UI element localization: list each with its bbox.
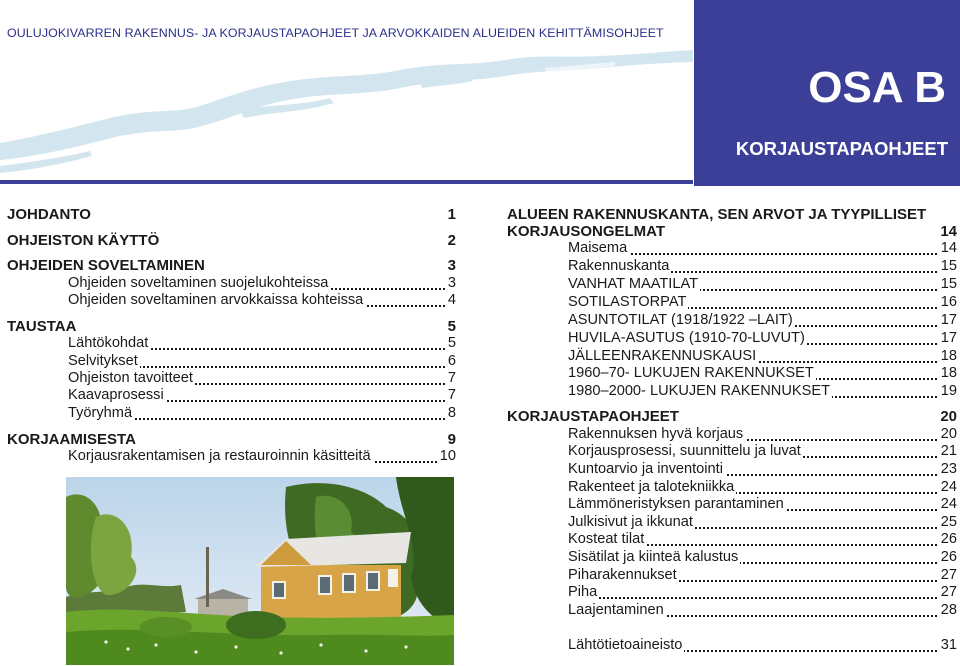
- toc-subentry: 1960–70- LUKUJEN RAKENNUKSET 18: [568, 365, 957, 381]
- toc-subentry: Lähtökohdat 5: [68, 335, 456, 351]
- part-title: OSA B: [808, 63, 946, 112]
- part-subtitle: KORJAUSTAPAOHJEET: [735, 138, 948, 159]
- toc-section-title: KORJAUSONGELMAT 14: [507, 223, 957, 240]
- toc-subentry: Sisätilat ja kiinteä kalustus 26: [568, 549, 957, 565]
- toc-subentry: Ohjeiden soveltaminen arvokkaissa kohteissa 4: [68, 292, 456, 308]
- document-series-title: OULUJOKIVARREN RAKENNUS- JA KORJAUSTAPAOHJEET JA ARVOKKAIDEN ALUEIDEN KEHITTÄMISOHJEET: [7, 26, 664, 40]
- toc-subentry: 1980–2000- LUKUJEN RAKENNUKSET 19: [568, 383, 957, 399]
- river-map-illustration: [0, 48, 693, 180]
- toc-subentry: Rakenteet ja talotekniikka 24: [568, 479, 957, 495]
- toc-subentry: Lähtötietoaineisto 31: [568, 637, 957, 653]
- toc-subentry: Lämmöneristyksen parantaminen 24: [568, 496, 957, 512]
- toc-entry: JOHDANTO 1: [7, 206, 456, 223]
- toc-subentry: Kaavaprosessi 7: [68, 387, 456, 403]
- toc-subentry: Kuntoarvio ja inventointi 23: [568, 461, 957, 477]
- toc-subentry: Selvitykset 6: [68, 353, 456, 369]
- toc-subentry: Rakennuksen hyvä korjaus 20: [568, 426, 957, 442]
- toc-subentry: Korjausprosessi, suunnittelu ja luvat 21: [568, 443, 957, 459]
- house-photo: [66, 477, 454, 665]
- toc-entry: TAUSTAA 5: [7, 318, 456, 335]
- toc-subentry: Maisema 14: [568, 240, 957, 256]
- part-label-block: [694, 0, 960, 186]
- toc-subentry: Kosteat tilat 26: [568, 531, 957, 547]
- toc-subentry: JÄLLEENRAKENNUSKAUSI 18: [568, 348, 957, 364]
- toc-entry: KORJAAMISESTA 9: [7, 431, 456, 448]
- toc-subentry: Ohjeiston tavoitteet 7: [68, 370, 456, 386]
- toc-subentry: HUVILA-ASUTUS (1910-70-LUVUT) 17: [568, 330, 957, 346]
- toc-subentry: Piharakennukset 27: [568, 567, 957, 583]
- header-divider: [0, 180, 693, 184]
- toc-subentry: Korjausrakentamisen ja restauroinnin käsitteitä 10: [68, 448, 456, 464]
- toc-subentry: Piha 27: [568, 584, 957, 600]
- toc-subentry: Työryhmä 8: [68, 405, 456, 421]
- toc-subentry: Ohjeiden soveltaminen suojelukohteissa 3: [68, 275, 456, 291]
- toc-subentry: Julkisivut ja ikkunat 25: [568, 514, 957, 530]
- toc-subentry: VANHAT MAATILAT 15: [568, 276, 957, 292]
- toc-section-title: ALUEEN RAKENNUSKANTA, SEN ARVOT JA TYYPILLISET: [507, 206, 927, 223]
- toc-subentry: SOTILASTORPAT 16: [568, 294, 957, 310]
- toc-entry: OHJEIDEN SOVELTAMINEN 3: [7, 257, 456, 274]
- toc-subentry: Laajentaminen 28: [568, 602, 957, 618]
- toc-subentry: Rakennuskanta 15: [568, 258, 957, 274]
- toc-entry: OHJEISTON KÄYTTÖ 2: [7, 232, 456, 249]
- toc-section-title: KORJAUSTAPAOHJEET 20: [507, 408, 957, 425]
- toc-subentry: ASUNTOTILAT (1918/1922 –LAIT) 17: [568, 312, 957, 328]
